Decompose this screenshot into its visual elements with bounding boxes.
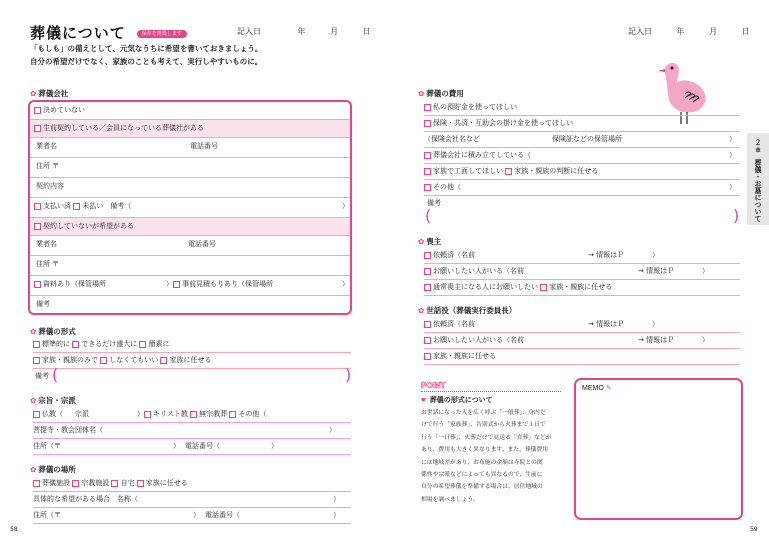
tag-badge: 保存を推奨します xyxy=(137,30,187,38)
page-title: 葬儀について 保存を推奨します xyxy=(30,22,187,43)
checkbox[interactable] xyxy=(33,480,40,487)
paren-left: ( xyxy=(52,365,59,384)
paren-right: ) xyxy=(345,365,352,384)
checkbox[interactable] xyxy=(34,203,41,210)
checkbox[interactable] xyxy=(424,152,431,159)
checkbox[interactable] xyxy=(100,357,107,364)
checkbox[interactable] xyxy=(190,411,197,418)
flower-icon: ✿ xyxy=(30,396,37,405)
checkbox[interactable] xyxy=(111,480,118,487)
row-wanted[interactable]: 契約していないが希望がある xyxy=(30,218,350,236)
point-body: お世話になった人を広く呼ぶ「一般葬」、身内だ けで行う「家族葬」、告別式から火葬まで１日で 行う「一日葬」、火葬だけで見送る「直葬」などが あり、費用も大きく異なります。また、葬儀費用 には地域差があり、お布施の金額は寺院との関 係性や宗派などによっても異なるので、生前に 自分の希望葬儀を準備する場合は、居住地域の 相場を調べましょう。 xyxy=(421,410,552,503)
section-heading-venue: ✿ 葬儀の場所 xyxy=(30,465,76,474)
checkbox[interactable] xyxy=(137,480,144,487)
section-heading-committee: ✿ 世話役（葬儀実行委員長） xyxy=(418,306,517,315)
row-contracted[interactable]: 生前契約している／会員になっている葬儀社がある xyxy=(30,120,350,138)
checkbox[interactable] xyxy=(160,357,167,364)
checkbox[interactable] xyxy=(33,357,40,364)
section-heading-mourner: ✿ 喪主 xyxy=(418,237,442,246)
flower-icon: ✿ xyxy=(30,327,37,336)
checkbox[interactable] xyxy=(34,125,41,132)
checkbox[interactable] xyxy=(144,411,151,418)
section-heading-religion: ✿ 宗旨・宗派 xyxy=(30,396,76,405)
chapter-title: 葬儀・お墓について xyxy=(754,159,762,222)
venue-row-3[interactable]: 住所（〒 ） 電話番号（ ） xyxy=(33,511,351,524)
section-heading-cost: ✿ 葬儀の費用 xyxy=(418,89,464,98)
checkbox[interactable] xyxy=(540,284,547,291)
cost-row-5[interactable]: 家族で工面してほしい 家族・親族の判断に任せる xyxy=(424,167,740,180)
style-row-1[interactable]: 標準的に できるだけ盛大に 簡素に xyxy=(33,340,351,353)
paren-left: ( xyxy=(425,206,432,225)
mourner-row-1[interactable]: 依頼済（名前 → 情報はＰ ） xyxy=(424,251,740,264)
cost-row-4[interactable]: 葬儀会社に積み立てしている（ ） xyxy=(424,151,740,164)
religion-row-1[interactable]: 仏教（ 宗派 ） キリスト教 無宗教葬 その他（ xyxy=(33,410,351,423)
page-number-left: 58 xyxy=(10,526,18,533)
row-address-2[interactable]: 住所 〒 xyxy=(30,256,350,276)
row-company-name-2[interactable]: 業者名 電話番号 xyxy=(30,236,350,256)
pencil-icon: ✎ xyxy=(605,385,612,392)
cost-row-3[interactable]: （保険会社名など 保険証などの保管場所 ） xyxy=(424,135,740,148)
row-documents[interactable]: 資料あり（保管場所 ） 事前見積もりあり（保管場所 ） xyxy=(30,276,350,296)
row-contract[interactable]: 契約内容 xyxy=(30,178,350,198)
cost-row-1[interactable]: 私の預貯金を使ってほしい xyxy=(424,103,740,116)
venue-row-1[interactable]: 葬儀施設 宗教施設 自宅 家族に任せる xyxy=(33,479,351,492)
style-row-2[interactable]: 家族・親族のみで しなくてもいい 家族に任せる xyxy=(33,356,351,369)
flower-icon: ✿ xyxy=(30,465,37,474)
record-date-right: 記入日 年 月 日 xyxy=(628,27,750,36)
section-heading-style: ✿ 葬儀の形式 xyxy=(30,327,76,336)
point-label: POINT xyxy=(421,381,446,390)
mourner-row-3[interactable]: 通常喪主になる人にお願いしたい 家族・親族に任せる xyxy=(424,283,740,296)
paren-right: ) xyxy=(733,206,740,225)
point-underline xyxy=(421,391,561,392)
point-title: ☛ 葬儀の形式について xyxy=(421,396,493,404)
flower-icon: ✿ xyxy=(418,306,425,315)
checkbox[interactable] xyxy=(173,281,180,288)
cost-note[interactable]: 備考 xyxy=(427,199,441,207)
checkbox[interactable] xyxy=(229,411,236,418)
checkbox[interactable] xyxy=(34,281,41,288)
cost-row-6[interactable]: その他（ ） xyxy=(424,183,740,196)
checkbox[interactable] xyxy=(139,341,146,348)
checkbox[interactable] xyxy=(424,268,431,275)
checkbox[interactable] xyxy=(424,321,431,328)
checkbox[interactable] xyxy=(34,107,41,114)
flower-icon: ✿ xyxy=(418,89,425,98)
intro-text-2: 自分の希望だけでなく、家族のことも考えて、実行しやすいものに。 xyxy=(30,57,263,66)
page-number-right: 59 xyxy=(750,526,758,533)
row-undecided[interactable]: 決めていない xyxy=(30,102,350,120)
religion-row-3[interactable]: 住所（〒 ） 電話番号（ ） xyxy=(33,442,351,455)
religion-row-2[interactable]: 菩提寺・教会団体名（ ） xyxy=(33,426,351,439)
checkbox[interactable] xyxy=(424,353,431,360)
row-payment[interactable]: 支払い済 未払い 備考（ ） xyxy=(30,198,350,218)
checkbox[interactable] xyxy=(72,480,79,487)
chapter-tab: ２ 章 葬儀・お墓について xyxy=(747,133,769,225)
flower-icon: ✿ xyxy=(418,237,425,246)
cost-row-2[interactable]: 保険・共済・互助会の掛け金を使ってほしい xyxy=(424,119,740,132)
checkbox[interactable] xyxy=(505,168,512,175)
checkbox[interactable] xyxy=(424,337,431,344)
checkbox[interactable] xyxy=(34,223,41,230)
mourner-row-2[interactable]: お願いしたい人がいる（名前 → 情報はＰ ） xyxy=(424,267,740,280)
checkbox[interactable] xyxy=(424,184,431,191)
committee-row-3[interactable]: 家族・親族に任せる xyxy=(424,352,740,365)
committee-row-2[interactable]: お願いしたい人がいる（名前 → 情報はＰ ） xyxy=(424,336,740,349)
checkbox[interactable] xyxy=(424,252,431,259)
pointing-hand-icon: ☛ xyxy=(421,396,428,404)
checkbox[interactable] xyxy=(424,104,431,111)
venue-row-2[interactable]: 具体的な希望がある場合 名称（ ） xyxy=(33,495,351,508)
checkbox[interactable] xyxy=(424,120,431,127)
memo-label: MEMO xyxy=(582,385,604,392)
style-note[interactable]: 備考 xyxy=(35,372,49,380)
row-note[interactable]: 備考 xyxy=(36,300,50,308)
section-heading-company: ✿ 葬儀会社 xyxy=(30,89,69,98)
record-date-left: 記入日 年 月 日 xyxy=(237,27,371,36)
memo-box[interactable] xyxy=(574,378,743,520)
committee-row-1[interactable]: 依頼済（名前 → 情報はＰ ） xyxy=(424,320,740,333)
company-box xyxy=(28,100,352,315)
row-address[interactable]: 住所 〒 xyxy=(30,158,350,178)
checkbox[interactable] xyxy=(33,341,40,348)
checkbox[interactable] xyxy=(424,284,431,291)
checkbox[interactable] xyxy=(424,168,431,175)
intro-text-1: 「もしも」の備えとして、元気なうちに希望を書いておきましょう。 xyxy=(30,44,263,53)
flower-icon: ✿ xyxy=(30,89,37,98)
row-company-name[interactable]: 業者名 電話番号 xyxy=(30,138,350,158)
checkbox[interactable] xyxy=(33,411,40,418)
checkbox[interactable] xyxy=(73,203,80,210)
checkbox[interactable] xyxy=(72,341,79,348)
